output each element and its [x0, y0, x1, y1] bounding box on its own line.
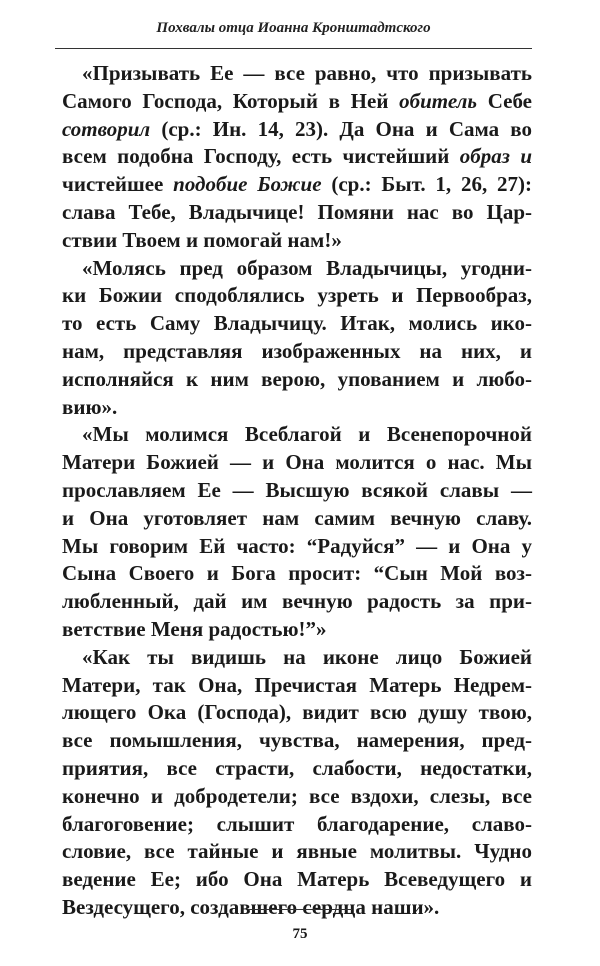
text-segment: слава Тебе, Владычице! Помяни нас во Цар- — [62, 199, 532, 224]
text-segment: Матери Божией — и Она молится о нас. Мы — [62, 450, 532, 475]
text-segment: нам, представляя изображенных на них, и — [62, 338, 532, 363]
text-line — [62, 171, 532, 199]
text-segment: Вездесущего, создавшего сердца наши». — [62, 894, 440, 919]
text-line — [62, 143, 532, 171]
text-segment: всем подобна Господу, есть чистейший — [62, 144, 460, 169]
text-segment: конечно и добродетели; все вздохи, слезы, все — [62, 783, 532, 808]
text-line — [62, 588, 532, 616]
text-line — [62, 394, 532, 422]
text-segment: лющего Ока (Господа), видит всю душу твою, — [62, 700, 532, 725]
text-segment: (ср.: Ин. 14, 23). Да Она и Сама во — [150, 116, 532, 141]
text-line — [62, 533, 532, 561]
italic-text: подобие Божие — [173, 172, 322, 197]
text-line — [62, 227, 532, 255]
text-line — [62, 310, 532, 338]
text-segment: Матери, так Она, Пречистая Матерь Недрем- — [62, 672, 532, 697]
italic-text: образ и — [459, 144, 532, 169]
text-line — [62, 783, 532, 811]
text-line — [62, 866, 532, 894]
italic-text: обитель — [399, 88, 478, 113]
text-segment: Себе — [477, 88, 533, 113]
text-segment: чистейшее — [62, 172, 174, 197]
text-segment: словие, все тайные и явные молитвы. Чудно — [62, 839, 532, 864]
footer-rule — [248, 909, 352, 910]
text-segment: ветствие Меня радостью!”» — [62, 616, 327, 641]
text-line — [62, 838, 532, 866]
text-line — [62, 60, 532, 88]
text-line — [62, 755, 532, 783]
running-header: Похвалы отца Иоанна Кронштадтского — [156, 20, 431, 36]
text-line — [62, 366, 532, 394]
text-segment: ведение Ее; ибо Она Матерь Всеведущего и — [62, 867, 532, 892]
text-segment: «Мы молимся Всеблагой и Всенепорочной — [82, 422, 532, 447]
text-line — [62, 505, 532, 533]
paragraph — [62, 421, 532, 643]
text-line — [62, 560, 532, 588]
text-segment: все помышления, чувства, намерения, пред- — [62, 728, 532, 753]
text-segment: (ср.: Быт. 1, 26, 27): — [321, 172, 532, 197]
page-number: 75 — [292, 926, 308, 942]
text-line — [62, 616, 532, 644]
paragraph — [62, 255, 532, 422]
text-segment: «Призывать Ее — все равно, что призывать — [82, 61, 532, 85]
paragraph — [62, 60, 532, 255]
text-line — [62, 811, 532, 839]
text-segment: благоговение; слышит благодарение, славо- — [62, 811, 532, 836]
text-segment: ки Божии сподоблялись узреть и Первообраз, — [62, 283, 532, 308]
text-line — [62, 199, 532, 227]
text-line — [62, 699, 532, 727]
italic-text: сотворил — [62, 116, 151, 141]
text-line — [62, 116, 532, 144]
text-segment: Сына Своего и Бога просит: “Сын Мой воз- — [62, 561, 532, 586]
text-line — [62, 421, 532, 449]
text-line — [62, 88, 532, 116]
text-segment: и Она уготовляет нам самим вечную славу. — [62, 505, 532, 530]
text-line — [62, 282, 532, 310]
text-line — [62, 644, 532, 672]
text-line — [62, 338, 532, 366]
text-segment: любленный, дай им вечную радость за при- — [62, 589, 532, 614]
text-segment: Мы говорим Ей часто: “Радуйся” — и Она у — [62, 533, 532, 558]
text-segment: «Молясь пред образом Владычицы, угодни- — [82, 255, 532, 280]
text-segment: вию». — [62, 394, 118, 419]
text-segment: приятия, все страсти, слабости, недостатки, — [62, 755, 532, 780]
text-segment: «Как ты видишь на иконе лицо Божией — [82, 644, 532, 669]
text-line — [62, 727, 532, 755]
text-segment: исполняйся к ним верою, упованием и любо- — [62, 366, 532, 391]
text-segment: прославляем Ее — Высшую всякой славы — — [62, 477, 532, 502]
paragraph — [62, 644, 532, 922]
header-rule — [55, 48, 532, 49]
text-segment: Самого Господа, Который в Ней — [62, 88, 400, 113]
text-segment: то есть Саму Владычицу. Итак, молись ико- — [62, 311, 532, 336]
text-line — [62, 255, 532, 283]
text-line — [62, 672, 532, 700]
text-line — [62, 894, 532, 922]
page-body — [62, 60, 532, 922]
text-segment: ствии Твоем и помогай нам!» — [62, 227, 342, 252]
text-line — [62, 477, 532, 505]
text-line — [62, 449, 532, 477]
